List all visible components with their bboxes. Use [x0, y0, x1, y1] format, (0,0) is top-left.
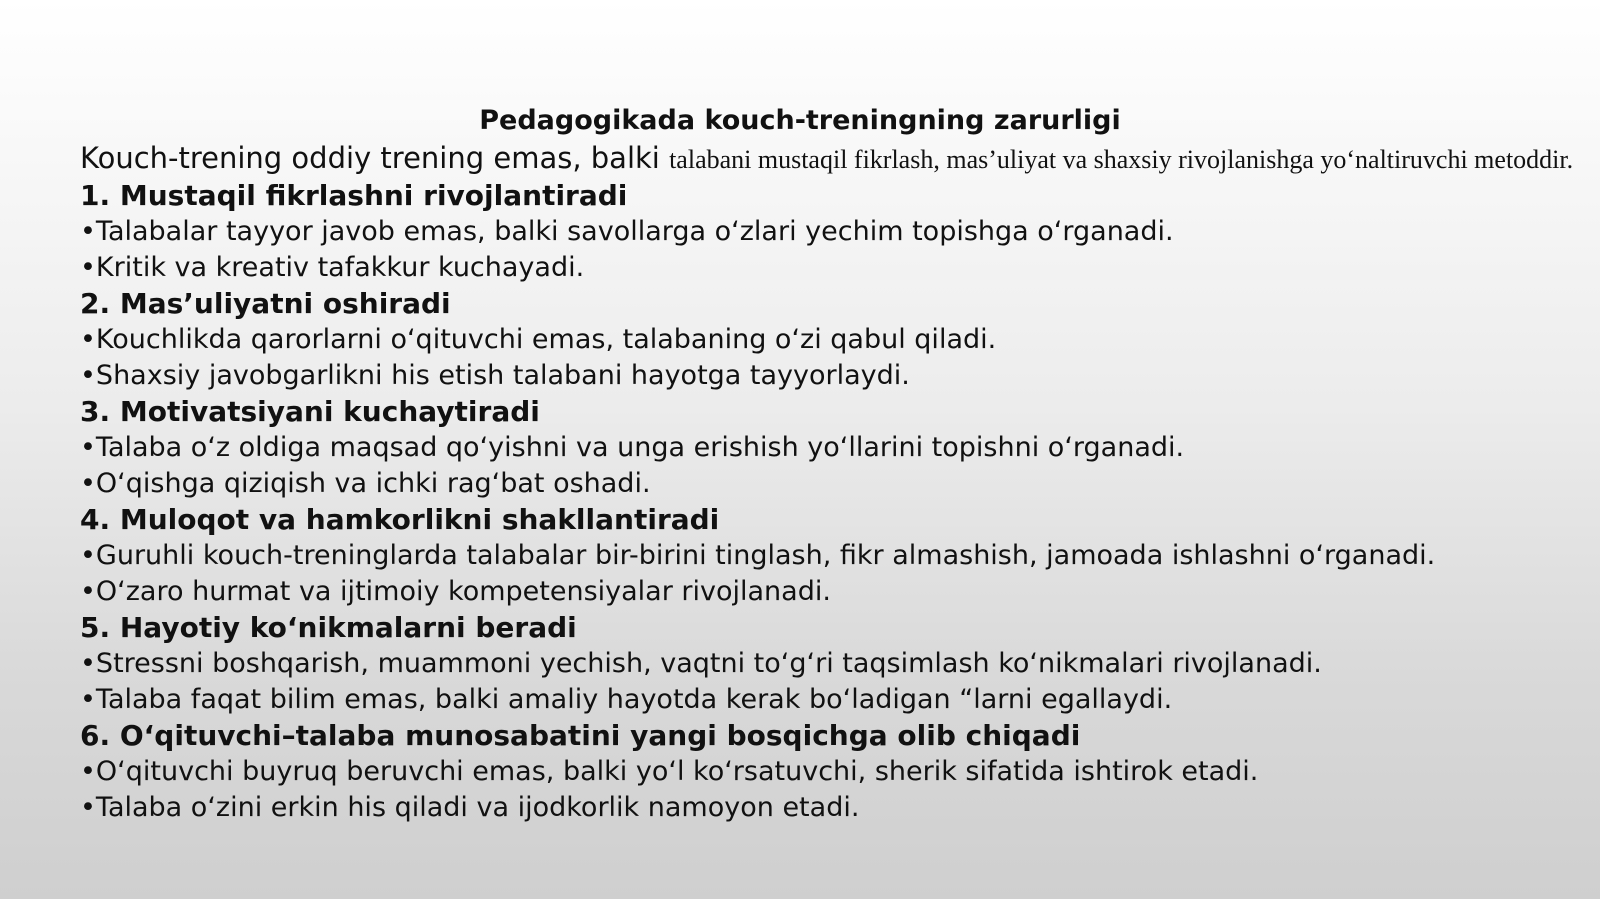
slide-title: Pedagogikada kouch-treningning zarurligi [479, 105, 1121, 136]
intro-paragraph [80, 140, 1580, 178]
bullet-item: •Shaxsiy javobgarlikni his etish talabani hayotga tayyorlaydi. [80, 360, 910, 391]
section-heading-4: 4. Muloqot va hamkorlikni shakllantiradi [80, 503, 720, 536]
section-heading-2: 2. Mas’uliyatni oshiradi [80, 287, 451, 320]
bullet-item: •O‘qishga qiziqish va ichki rag‘bat oshadi. [80, 468, 651, 499]
bullet-item: •O‘qituvchi buyruq beruvchi emas, balki yo‘l ko‘rsatuvchi, sherik sifatida ishtirok etadi. [80, 756, 1259, 787]
intro-text-sans: Kouch-trening oddiy trening emas, balki [80, 141, 670, 175]
bullet-item: •Stressni boshqarish, muammoni yechish, vaqtni to‘g‘ri taqsimlash ko‘nikmalari rivojlanadi. [80, 648, 1322, 679]
bullet-item: •Talaba o‘z oldiga maqsad qo‘yishni va unga erishish yo‘llarini topishni o‘rganadi. [80, 432, 1185, 463]
bullet-item: •Talaba o‘zini erkin his qiladi va ijodkorlik namoyon etadi. [80, 792, 860, 823]
bullet-item: •Talabalar tayyor javob emas, balki savollarga o‘zlari yechim topishga o‘rganadi. [80, 216, 1174, 247]
bullet-item: •Talaba faqat bilim emas, balki amaliy hayotda kerak bo‘ladigan “larni egallaydi. [80, 684, 1173, 715]
section-heading-1: 1. Mustaqil fikrlashni rivojlantiradi [80, 179, 628, 212]
section-heading-5: 5. Hayotiy ko‘nikmalarni beradi [80, 611, 577, 644]
bullet-item: •Kouchlikda qarorlarni o‘qituvchi emas, talabaning o‘zi qabul qiladi. [80, 324, 997, 355]
intro-text-serif: talabani mustaqil fikrlash, mas’uliyat va shaxsiy rivojlanishga yo‘naltiruvchi metoddir. [669, 145, 1574, 174]
slide-content [80, 140, 1580, 826]
bullet-item: •Guruhli kouch-treninglarda talabalar bir-birini tinglash, fikr almashish, jamoada ishlashni o‘rganadi. [80, 540, 1436, 571]
bullet-item: •O‘zaro hurmat va ijtimoiy kompetensiyalar rivojlanadi. [80, 576, 831, 607]
bullet-item: •Kritik va kreativ tafakkur kuchayadi. [80, 252, 585, 283]
section-heading-3: 3. Motivatsiyani kuchaytiradi [80, 395, 540, 428]
section-heading-6: 6. O‘qituvchi–talaba munosabatini yangi bosqichga olib chiqadi [80, 719, 1081, 752]
